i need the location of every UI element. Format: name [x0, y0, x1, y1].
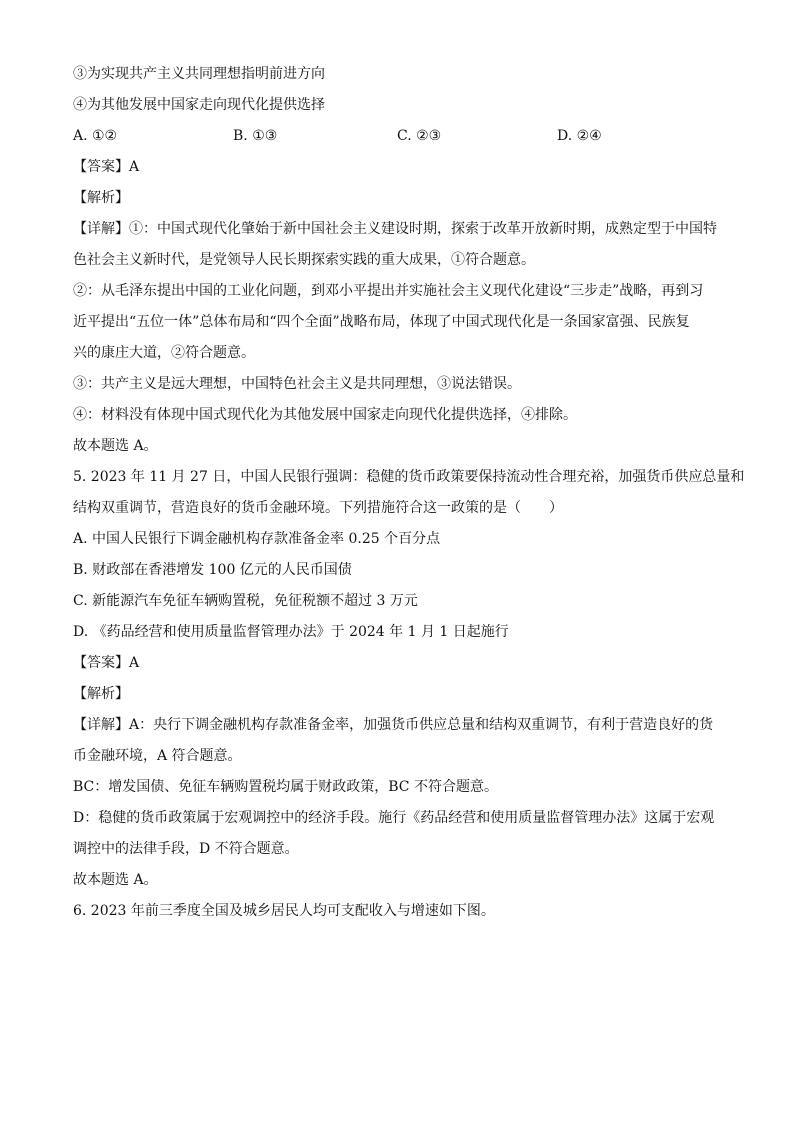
explanation-line: ②：从毛泽东提出中国的工业化问题，到邓小平提出并实施社会主义现代化建设“三步走”战略，再到习 — [73, 283, 704, 299]
choice-row — [73, 125, 733, 156]
option-4: ④为其他发展中国家走向现代化提供选择 — [73, 97, 325, 113]
analysis-label: 【解析】 — [73, 686, 129, 702]
choice-b: B. ①③ — [233, 128, 278, 144]
question-5-option-c: C. 新能源汽车免征车辆购置税，免征税额不超过 3 万元 — [73, 593, 418, 609]
question-5-option-d: D. 《药品经营和使用质量监督管理办法》于 2024 年 1 月 1 日起施行 — [73, 624, 509, 640]
question-5-stem: 5. 2023 年 11 月 27 日，中国人民银行强调：稳健的货币政策要保持流动性合理充裕，加强货币供应总量和 — [73, 469, 745, 485]
question-5-option-b: B. 财政部在香港增发 100 亿元的人民币国债 — [73, 562, 352, 578]
document-page — [73, 63, 745, 931]
explanation-line: 近平提出“五位一体”总体布局和“四个全面”战略布局，体现了中国式现代化是一条国家富强、民族复 — [73, 314, 690, 330]
conclusion-line: 故本题选 A。 — [73, 872, 158, 888]
choice-c: C. ②③ — [397, 128, 442, 144]
explanation-line: 色社会主义新时代，是党领导人民长期探索实践的重大成果，①符合题意。 — [73, 252, 535, 268]
explanation-line: 【详解】①：中国式现代化肇始于新中国社会主义建设时期，探索于改革开放新时期，成熟定型于中国特 — [73, 221, 717, 237]
explanation-line: ④：材料没有体现中国式现代化为其他发展中国家走向现代化提供选择，④排除。 — [73, 407, 577, 423]
question-5-option-a: A. 中国人民银行下调金融机构存款准备金率 0.25 个百分点 — [73, 531, 441, 547]
explanation-line: BC：增发国债、免征车辆购置税均属于财政政策，BC 不符合题意。 — [73, 779, 498, 795]
explanation-line: ③：共产主义是远大理想，中国特色社会主义是共同理想，③说法错误。 — [73, 376, 521, 392]
explanation-line: 调控中的法律手段，D 不符合题意。 — [73, 841, 299, 857]
explanation-line: 币金融环境，A 符合题意。 — [73, 748, 242, 764]
question-5-stem: 结构双重调节，营造良好的货币金融环境。下列措施符合这一政策的是（ ） — [73, 500, 563, 516]
question-6-stem: 6. 2023 年前三季度全国及城乡居民人均可支配收入与增速如下图。 — [73, 903, 495, 919]
choice-d: D. ②④ — [557, 128, 602, 144]
answer-label: 【答案】A — [73, 159, 140, 175]
analysis-label: 【解析】 — [73, 190, 129, 206]
choice-a: A. ①② — [73, 128, 118, 144]
explanation-line: 兴的康庄大道，②符合题意。 — [73, 345, 255, 361]
answer-label: 【答案】A — [73, 655, 140, 671]
explanation-line: 【详解】A：央行下调金融机构存款准备金率，加强货币供应总量和结构双重调节，有利于营造良好的货 — [73, 717, 714, 733]
conclusion-line: 故本题选 A。 — [73, 438, 158, 454]
option-3: ③为实现共产主义共同理想指明前进方向 — [73, 66, 325, 82]
explanation-line: D：稳健的货币政策属于宏观调控中的经济手段。施行《药品经营和使用质量监督管理办法》这属于宏观 — [73, 810, 715, 826]
